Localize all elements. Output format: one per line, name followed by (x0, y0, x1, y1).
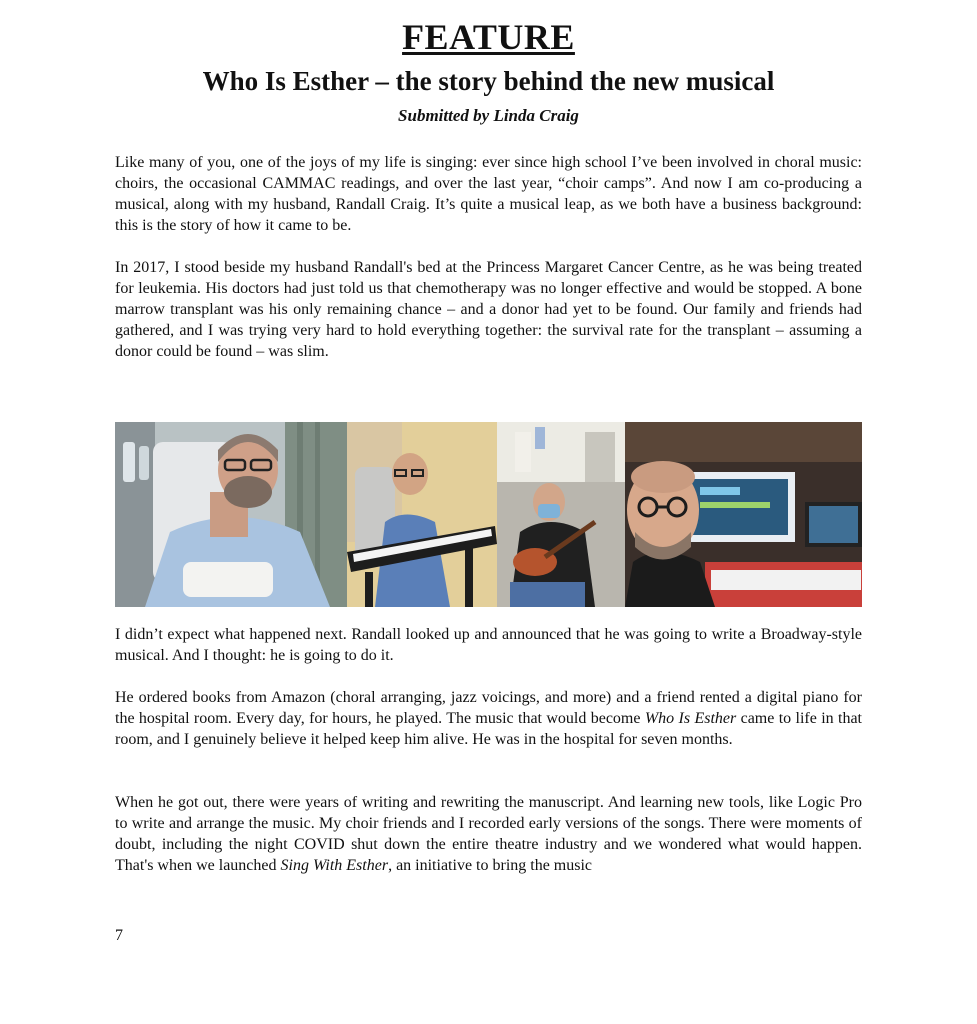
paragraph-piano-text-end: came to life in that room, and I genuinely believe it helped keep him alive. He was in the hospital for seven months. (115, 710, 863, 748)
musical-title: Who Is Esther (644, 710, 737, 727)
photo-hospital-bed (115, 422, 347, 607)
paragraph-hospital: In 2017, I stood beside my husband Randall's bed at the Princess Margaret Cancer Centre, as he was being treated for leukemia. His doctors had just told us that chemotherapy was no longer effective and would be stopped. A bone marrow transplant was his only remaining chance – and a donor had yet to be found. Our family and friends had gathered, and I was trying very hard to hold everything together: the survival rate for the transplant – assuming a donor could be found – was slim. (115, 259, 862, 360)
paragraph-writing-text: When he got out, there were years of writing and rewriting the manuscript. And learning new tools, like Logic Pro to write and arrange the music. My choir friends and I recorded early versions of the songs. There were moments of doubt, including the night COVID shut down the entire theatre industry and we wondered what would happen. That's when we launched (115, 794, 862, 874)
article-title: Who Is Esther – the story behind the new musical (202, 66, 775, 96)
photo-studio-selfie (625, 422, 862, 607)
page-number: 7 (115, 927, 123, 944)
photo-collage (115, 422, 862, 607)
paragraph-writing-text-end: , an initiative to bring the music (388, 857, 593, 874)
photo-keyboard-room (347, 422, 497, 607)
photo-ukulele-room (497, 422, 625, 607)
section-heading: FEATURE (402, 17, 575, 57)
paragraph-announcement: I didn’t expect what happened next. Randall looked up and announced that he was going to write a Broadway-style musical. And I thought: he is going to do it. (115, 626, 862, 664)
paragraph-intro: Like many of you, one of the joys of my life is singing: ever since high school I’ve been involved in choral music: choirs, the occasional CAMMAC readings, and over the last year, “choir camps”. And now I am co-producing a musical, along with my husband, Randall Craig. It’s quite a musical leap, as we both have a business background: this is the story of how it came to be. (115, 154, 862, 234)
byline: Submitted by Linda Craig (398, 106, 579, 125)
initiative-name: Sing With Esther (280, 857, 389, 874)
paragraph-writing (115, 792, 862, 876)
paragraph-piano-text: He ordered books from Amazon (choral arranging, jazz voicings, and more) and a friend rented a digital piano for the hospital room. Every day, for hours, he played. The music that would become (115, 689, 862, 727)
paragraph-piano (115, 687, 862, 750)
